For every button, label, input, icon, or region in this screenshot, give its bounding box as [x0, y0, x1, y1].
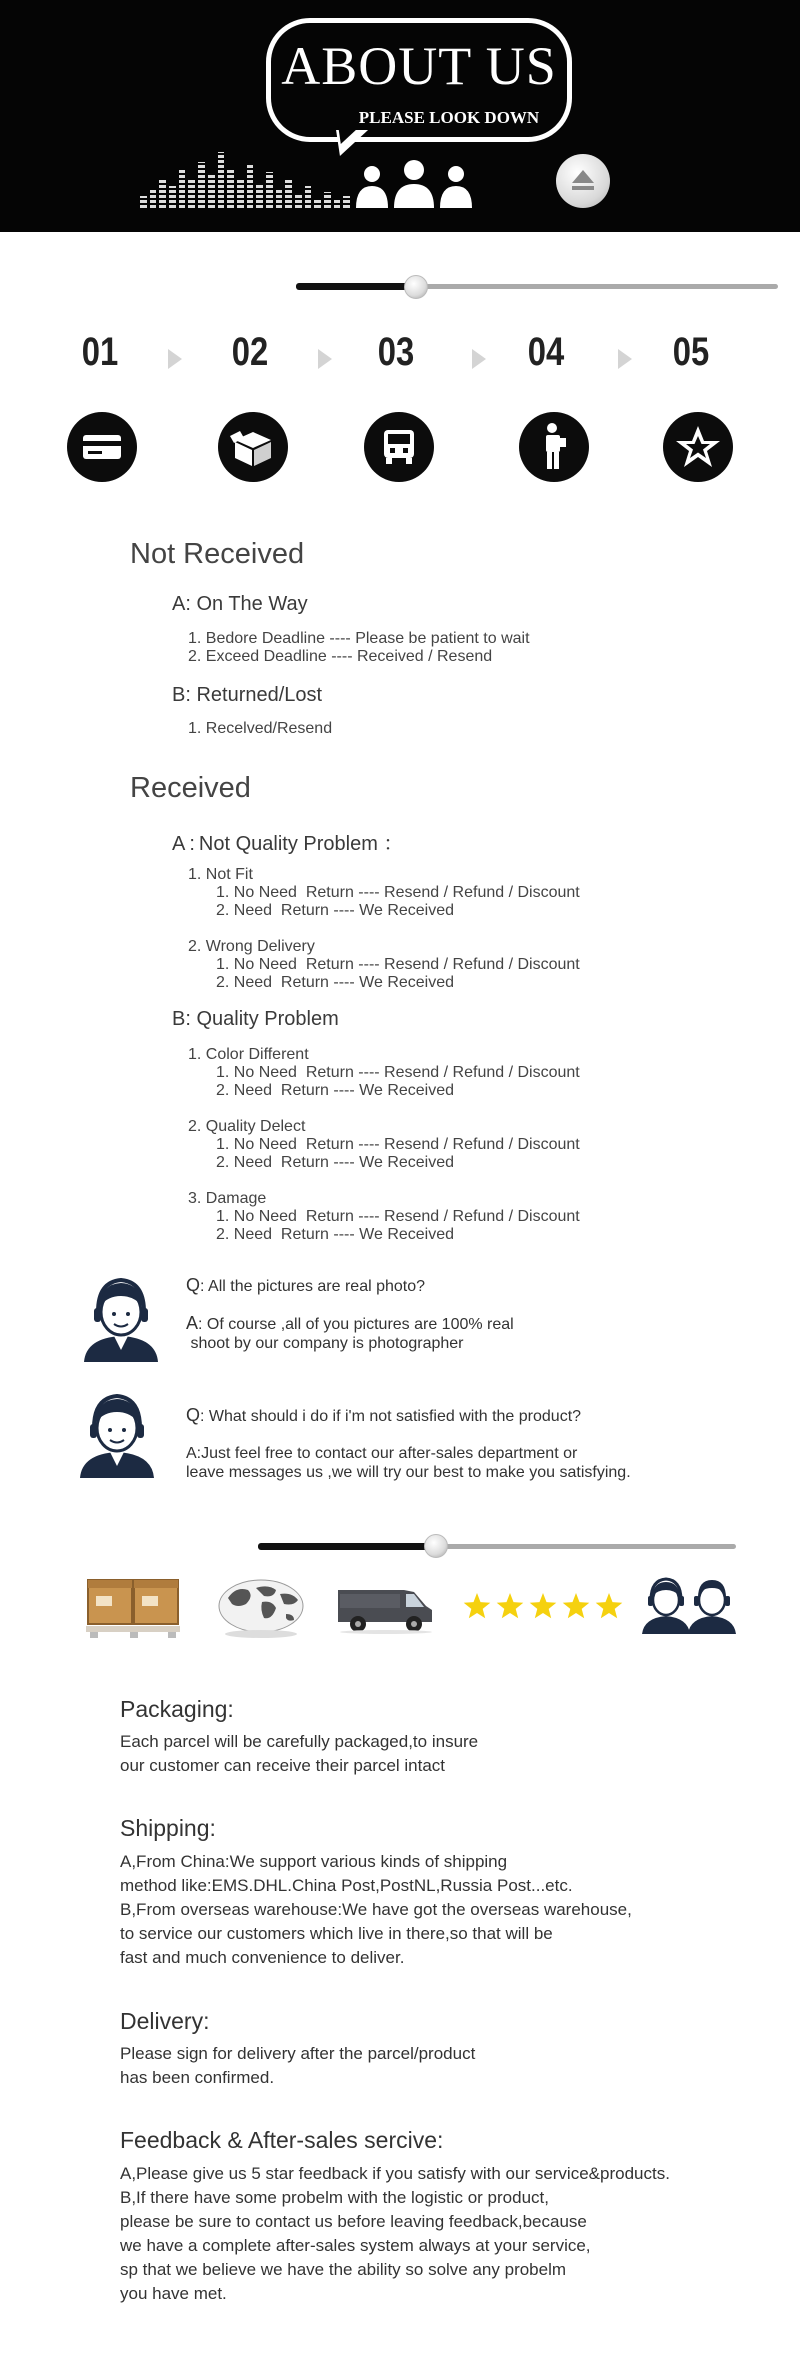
- page-subtitle: PLEASE LOOK DOWN: [358, 108, 540, 127]
- customer-service-agent-icon: [72, 1388, 162, 1478]
- faq-answer-2: [186, 1444, 631, 1482]
- list-item: 1. No Need Return ---- Resend / Refund / Discount: [216, 956, 580, 973]
- package-box-icon: [218, 412, 288, 482]
- decorative-slider-fill: [296, 283, 416, 290]
- people-group-icon: [352, 158, 478, 210]
- list-item: 1. No Need Return ---- Resend / Refund / Discount: [216, 884, 580, 901]
- feedback-text: A,Please give us 5 star feedback if you satisfy with our service&products. B,If there have some probelm with the logistic or product, please be sure to contact us before leaving feedback,because we have a complete after-sales system always at your service, sp that we believe we have the ability so solve any probelm you have met.: [120, 2164, 670, 2303]
- world-map-icon: [216, 1574, 306, 1640]
- five-stars-icon: [462, 1592, 624, 1622]
- faq-question-text: : What should i do if i'm not satisfied with the product?: [200, 1408, 582, 1425]
- list-item: 2. Need Return ---- We Received: [216, 1082, 455, 1099]
- step-number-4: 04: [527, 330, 565, 374]
- faq-a-prefix: A: [186, 1313, 199, 1333]
- rating-star: [563, 1593, 590, 1618]
- step-number-5: 05: [672, 330, 710, 374]
- list-item: 1. Color Different: [188, 1046, 309, 1063]
- step-number-2: 02: [231, 330, 269, 374]
- packaging-text: Each parcel will be carefully packaged,to insure our customer can receive their parcel intact: [120, 1732, 479, 1775]
- delivery-text: Please sign for delivery after the parcel/product has been confirmed.: [120, 2044, 476, 2087]
- step-number-1: 01: [81, 330, 119, 374]
- faq-answer-text: :Just feel free to contact our after-sales department or leave messages us ,we will try our best to make you satisfying.: [186, 1445, 631, 1481]
- list-item: 2. Wrong Delivery: [188, 938, 315, 955]
- decorative-slider-knob: [424, 1534, 448, 1558]
- list-item: 2. Need Return ---- We Received: [216, 1154, 455, 1171]
- feedback-heading: Feedback & After-sales sercive:: [120, 2127, 444, 2153]
- faq-a-prefix: A: [186, 1445, 197, 1462]
- faq-q-prefix: Q: [186, 1405, 201, 1425]
- rating-star: [497, 1593, 524, 1618]
- list-item: 1. No Need Return ---- Resend / Refund / Discount: [216, 1208, 580, 1225]
- delivery-heading: Delivery:: [120, 2008, 210, 2034]
- equalizer-bars-icon: [140, 150, 350, 208]
- received-heading: Received: [130, 772, 251, 804]
- list-item: 2. Need Return ---- We Received: [216, 902, 455, 919]
- support-team-icon: [640, 1574, 738, 1634]
- returned-lost-heading: B: Returned/Lost: [172, 684, 323, 706]
- shipping-text: A,From China:We support various kinds of shipping method like:EMS.DHL.China Post,PostNL,Russia Post...etc. B,From overseas warehouse:We have got the overseas warehouse, to service our customers which live in there,so that will be fast and much convenience to deliver.: [120, 1852, 632, 1967]
- list-item: 1. Bedore Deadline ---- Please be patient to wait: [188, 630, 530, 647]
- decorative-slider-knob: [404, 275, 428, 299]
- list-item: 2. Exceed Deadline ---- Received / Resend: [188, 648, 493, 665]
- step-arrow-icon: [618, 349, 632, 369]
- faq-question-text: : All the pictures are real photo?: [200, 1278, 426, 1295]
- list-item: 2. Need Return ---- We Received: [216, 974, 455, 991]
- person-icon: [519, 412, 589, 482]
- faq-question-1: [186, 1276, 425, 1296]
- list-item: 1. Recelved/Resend: [188, 720, 333, 737]
- step-number-3: 03: [377, 330, 415, 374]
- step-arrow-icon: [168, 349, 182, 369]
- not-quality-problem-heading: A : Not Quality Problem ：: [172, 833, 404, 855]
- truck-icon: [364, 412, 434, 482]
- list-item: 2. Need Return ---- We Received: [216, 1226, 455, 1243]
- list-item: 2. Quality Delect: [188, 1118, 306, 1135]
- shipping-heading: Shipping:: [120, 1815, 216, 1841]
- packaging-heading: Packaging:: [120, 1696, 234, 1722]
- step-arrow-icon: [472, 349, 486, 369]
- customer-service-agent-icon: [76, 1272, 166, 1362]
- faq-q-prefix: Q: [186, 1275, 201, 1295]
- rating-star: [596, 1593, 623, 1618]
- rating-star: [530, 1593, 557, 1618]
- eject-arrow-icon: [572, 170, 594, 183]
- list-item: 1. Not Fit: [188, 866, 253, 883]
- list-item: 1. No Need Return ---- Resend / Refund / Discount: [216, 1064, 580, 1081]
- rating-star: [464, 1593, 491, 1618]
- rating-stars: [462, 1592, 624, 1622]
- faq-question-2: [186, 1406, 581, 1426]
- quality-problem-heading: B: Quality Problem: [172, 1008, 339, 1030]
- faq-answer-text: : Of course ,all of you pictures are 100% real shoot by our company is photographer: [190, 1316, 514, 1352]
- list-item: 1. No Need Return ---- Resend / Refund / Discount: [216, 1136, 580, 1153]
- list-item: 3. Damage: [188, 1190, 267, 1207]
- decorative-slider-fill: [258, 1543, 438, 1550]
- cartons-icon: [86, 1574, 180, 1640]
- page-title: ABOUT US: [281, 36, 557, 96]
- faq-answer-1: [186, 1314, 514, 1353]
- not-received-heading: Not Received: [130, 538, 305, 570]
- on-the-way-heading: A: On The Way: [172, 593, 308, 615]
- star-icon: [663, 412, 733, 482]
- van-icon: [334, 1580, 436, 1634]
- step-arrow-icon: [318, 349, 332, 369]
- eject-bar-icon: [572, 186, 594, 190]
- credit-card-icon: [67, 412, 137, 482]
